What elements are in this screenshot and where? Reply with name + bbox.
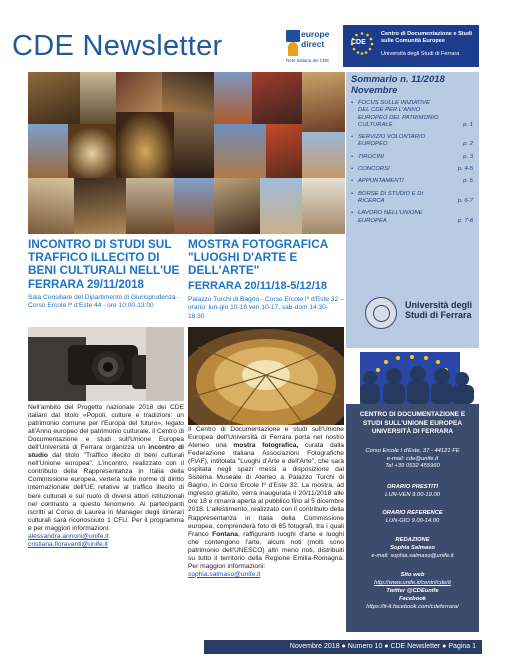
people-silhouette-image [346,348,479,404]
toc-item[interactable] [351,154,475,161]
contact-address-block [350,448,475,471]
right-body-bold: mostra fotografica, [233,442,299,450]
right-article-body [188,426,344,579]
toc-item-label: • SERVIZIO VOLONTARIO EUROPEO [358,134,426,148]
editor-name: Sophia Salmaso [390,545,435,551]
toc-item[interactable] [351,166,475,173]
right-body-bold-2: Fontana [212,530,238,538]
facebook-link[interactable]: https://it-it.facebook.com/cdeferrara/ [366,604,459,610]
right-article-venue: Palazzo Turchi di Bagno - Corso Ercole Iº d'Este 32 – orario: lun-gio 10-18 ven 10-17, sab-dom 14:30-18:30 [188,296,344,320]
toc-item[interactable] [351,178,475,185]
contact-panel [346,404,479,632]
twitter-handle[interactable]: Twitter @CDEunife [386,588,439,594]
toc-item-label: • BORSE DI STUDIO E DI RICERCA [358,190,424,204]
left-article-headline: INCONTRO DI STUDI SUL TRAFFICO ILLECITO DI BENI CULTURALI NELL'UE [28,237,180,277]
toc-item-label: • CONCORSI [358,166,390,173]
toc-item-page: p. 7-8 [457,217,473,224]
toc-item[interactable] [351,210,475,225]
contact-address: Corso Ercole I d'Este, 37 - 44121 FE [365,448,460,454]
toc-item-label: • APPUNTAMENTI [358,178,404,185]
cde-university: Università degli Studi di Ferrara [381,51,460,57]
toc-item-page: p. 5 [463,178,473,185]
europe-direct-line1: europe [301,29,330,39]
university-logo [365,295,477,335]
toc-item[interactable] [351,191,475,206]
university-seal-icon [365,297,397,329]
right-article-date: FERRARA 20/11/18-5/12/18 [188,280,327,292]
eu-flag-icon [286,30,300,42]
left-article-photo [28,327,184,401]
person-icon [288,42,298,56]
toc-item-page: p. 1 [463,121,473,128]
loan-hours-title: ORARIO PRESTITI [387,484,438,490]
cde-full-name: Centro di Documentazione e Studi sulle Comunità Europee [381,31,473,44]
toc-heading: Sommario n. 11/2018 Novembre [351,74,445,96]
toc-item-label: • TIROCINI [358,153,384,160]
page-footer: Novembre 2018 ● Numero 10 ● CDE Newsletter ● Pagina 1 [204,640,482,654]
website-title: Sito web [400,572,425,578]
contact-phone: Tel +39 0532 455960 [385,463,440,470]
europe-direct-logo [286,28,334,64]
cde-logo-box [343,25,479,67]
toc-item-page: p. 4-5 [457,166,473,173]
facebook-title: Facebook [398,596,427,602]
reference-hours: LUN-GIO 9.00-14.00 [385,518,440,524]
left-body-text: Nell'ambito del Progetto nazionale 2018 dei CDE italiani dal titolo «Popoli, culture e tradizioni: un patrimonio comune per l'Europa del futuro», legato all'Anno europeo del patrimonio culturale, il Centro di Documentazione e studi sull'Unione Europea dell'Università di Ferrara organizza un [28,404,184,452]
left-article-date: FERRARA 29/11/2018 [28,279,144,291]
toc-item-page: p. 2 [463,141,473,148]
right-article-photo [188,327,344,425]
toc-item-label: • FOCUS SULLE INIZIATIVE DEL CDE PER L'ANNO EUROPEO DEL PATRIMONIO CULTURALE [358,100,439,128]
cultural-heritage-collage [28,72,345,234]
email-link[interactable]: alessandra.annoni@unife.it [28,532,109,540]
right-article-headline: MOSTRA FOTOGRAFICA "LUOGHI D'ARTE E DELL'ARTE" [188,237,328,277]
contact-title: CENTRO DI DOCUMENTAZIONE E STUDI SULL'UNIONE EUROPEA UNIVERSITÀ DI FERRARA [359,411,466,436]
email-link[interactable]: cristiana.fioravanti@unife.it [28,540,108,548]
right-body-text-2: curata dalla Federazione Italiana Associazioni Fotografiche (FIAF), intitolata "Luoghi d'Arte e dell'Arte", che sarà ospitata negli spazi messi a disposizione dal Sistema Museale di Ateneo a Palazzo Turchi di Bagno, in Corso Ercole Iº d'Este 32. La mostra, ad ingresso gratuito, verrà inaugurata il 20/11/2018 alle ore 18 e rimarrà aperta al pubblico fino al 5 dicembre 2018. L'allestimento, realizzato con il contributo della Rappresentanza in Italia della Commissione europea, comprenderà foto di 65 fotografi, tra i quali Franco [188,442,344,538]
website-link[interactable]: http://www.unife.it/centri/cde/it [374,580,451,586]
contact-email[interactable]: e-mail: cde@unife.it [386,455,439,462]
left-body-bold: incontro di studio [28,444,184,460]
camera-photo-image [28,327,184,401]
reference-hours-title: ORARIO REFERENCE [382,510,443,516]
left-body-text-2: dal titolo "Traffico illecito di beni culturali nell'Unione europea". L'incontro, realizzato con il contributo della Rappresentanza in Italia della Commissione europea, verterà sulle norme di diritto internazionale dell'UE relative al traffico illecito di beni culturali e sul ruolo di diversi attori istituzionali nel contrasto a questo fenomeno. Ai partecipanti iscritti al Corso di Laurea in Manager degli itinerari culturali sarà riconosciuto 1 CFU. Per il programma e per maggiori informazioni: [28,452,184,532]
europe-direct-line2: direct [301,39,325,49]
toc-item-page: p. 3 [463,153,473,160]
toc-item-label: • LAVORO NELL'UNIONE EUROPEA [358,210,423,224]
cde-badge: CDE [351,39,366,46]
editor-email[interactable]: e-mail: sophia.salmaso@unife.it [371,553,454,559]
eu-flag-people-image [346,348,479,404]
right-body-text: Il Centro di Documentazione e studi sull'Unione Europea dell'Università di Ferrara porta nel nostro Ateneo una [188,426,344,450]
email-link[interactable]: sophia.salmaso@unife.it [188,570,261,578]
university-logo-text: Università degli Studi di Ferrara [405,300,473,320]
loan-hours: LUN-VEN 9.00-19.00 [385,492,440,498]
theatre-dome-image [188,327,344,425]
europe-direct-subtitle: Rete Italiana dei CDE [286,58,330,63]
newsletter-title: CDE Newsletter [12,30,223,62]
toc-list [351,100,475,230]
toc-item[interactable] [351,134,475,149]
toc-item[interactable] [351,100,475,129]
left-article-venue: Sala Consiliare del Dipartimento di Giurisprudenza - Corso Ercole Iº d'Este 44 - ore 10:00-13:00 [28,294,180,310]
toc-item-page: p. 6-7 [457,197,473,204]
right-body-text-3: , raffiguranti luoghi d'arte e luoghi che contengono l'arte, alcuni noti (molti sono patrimonio dell'UNESCO) altri meno noti, distribuiti su tutto il territorio della Regione Emilia-Romagna. Per maggiori informazioni: [188,530,345,570]
editorial-title: REDAZIONE [395,537,430,543]
left-article-body [28,404,184,549]
